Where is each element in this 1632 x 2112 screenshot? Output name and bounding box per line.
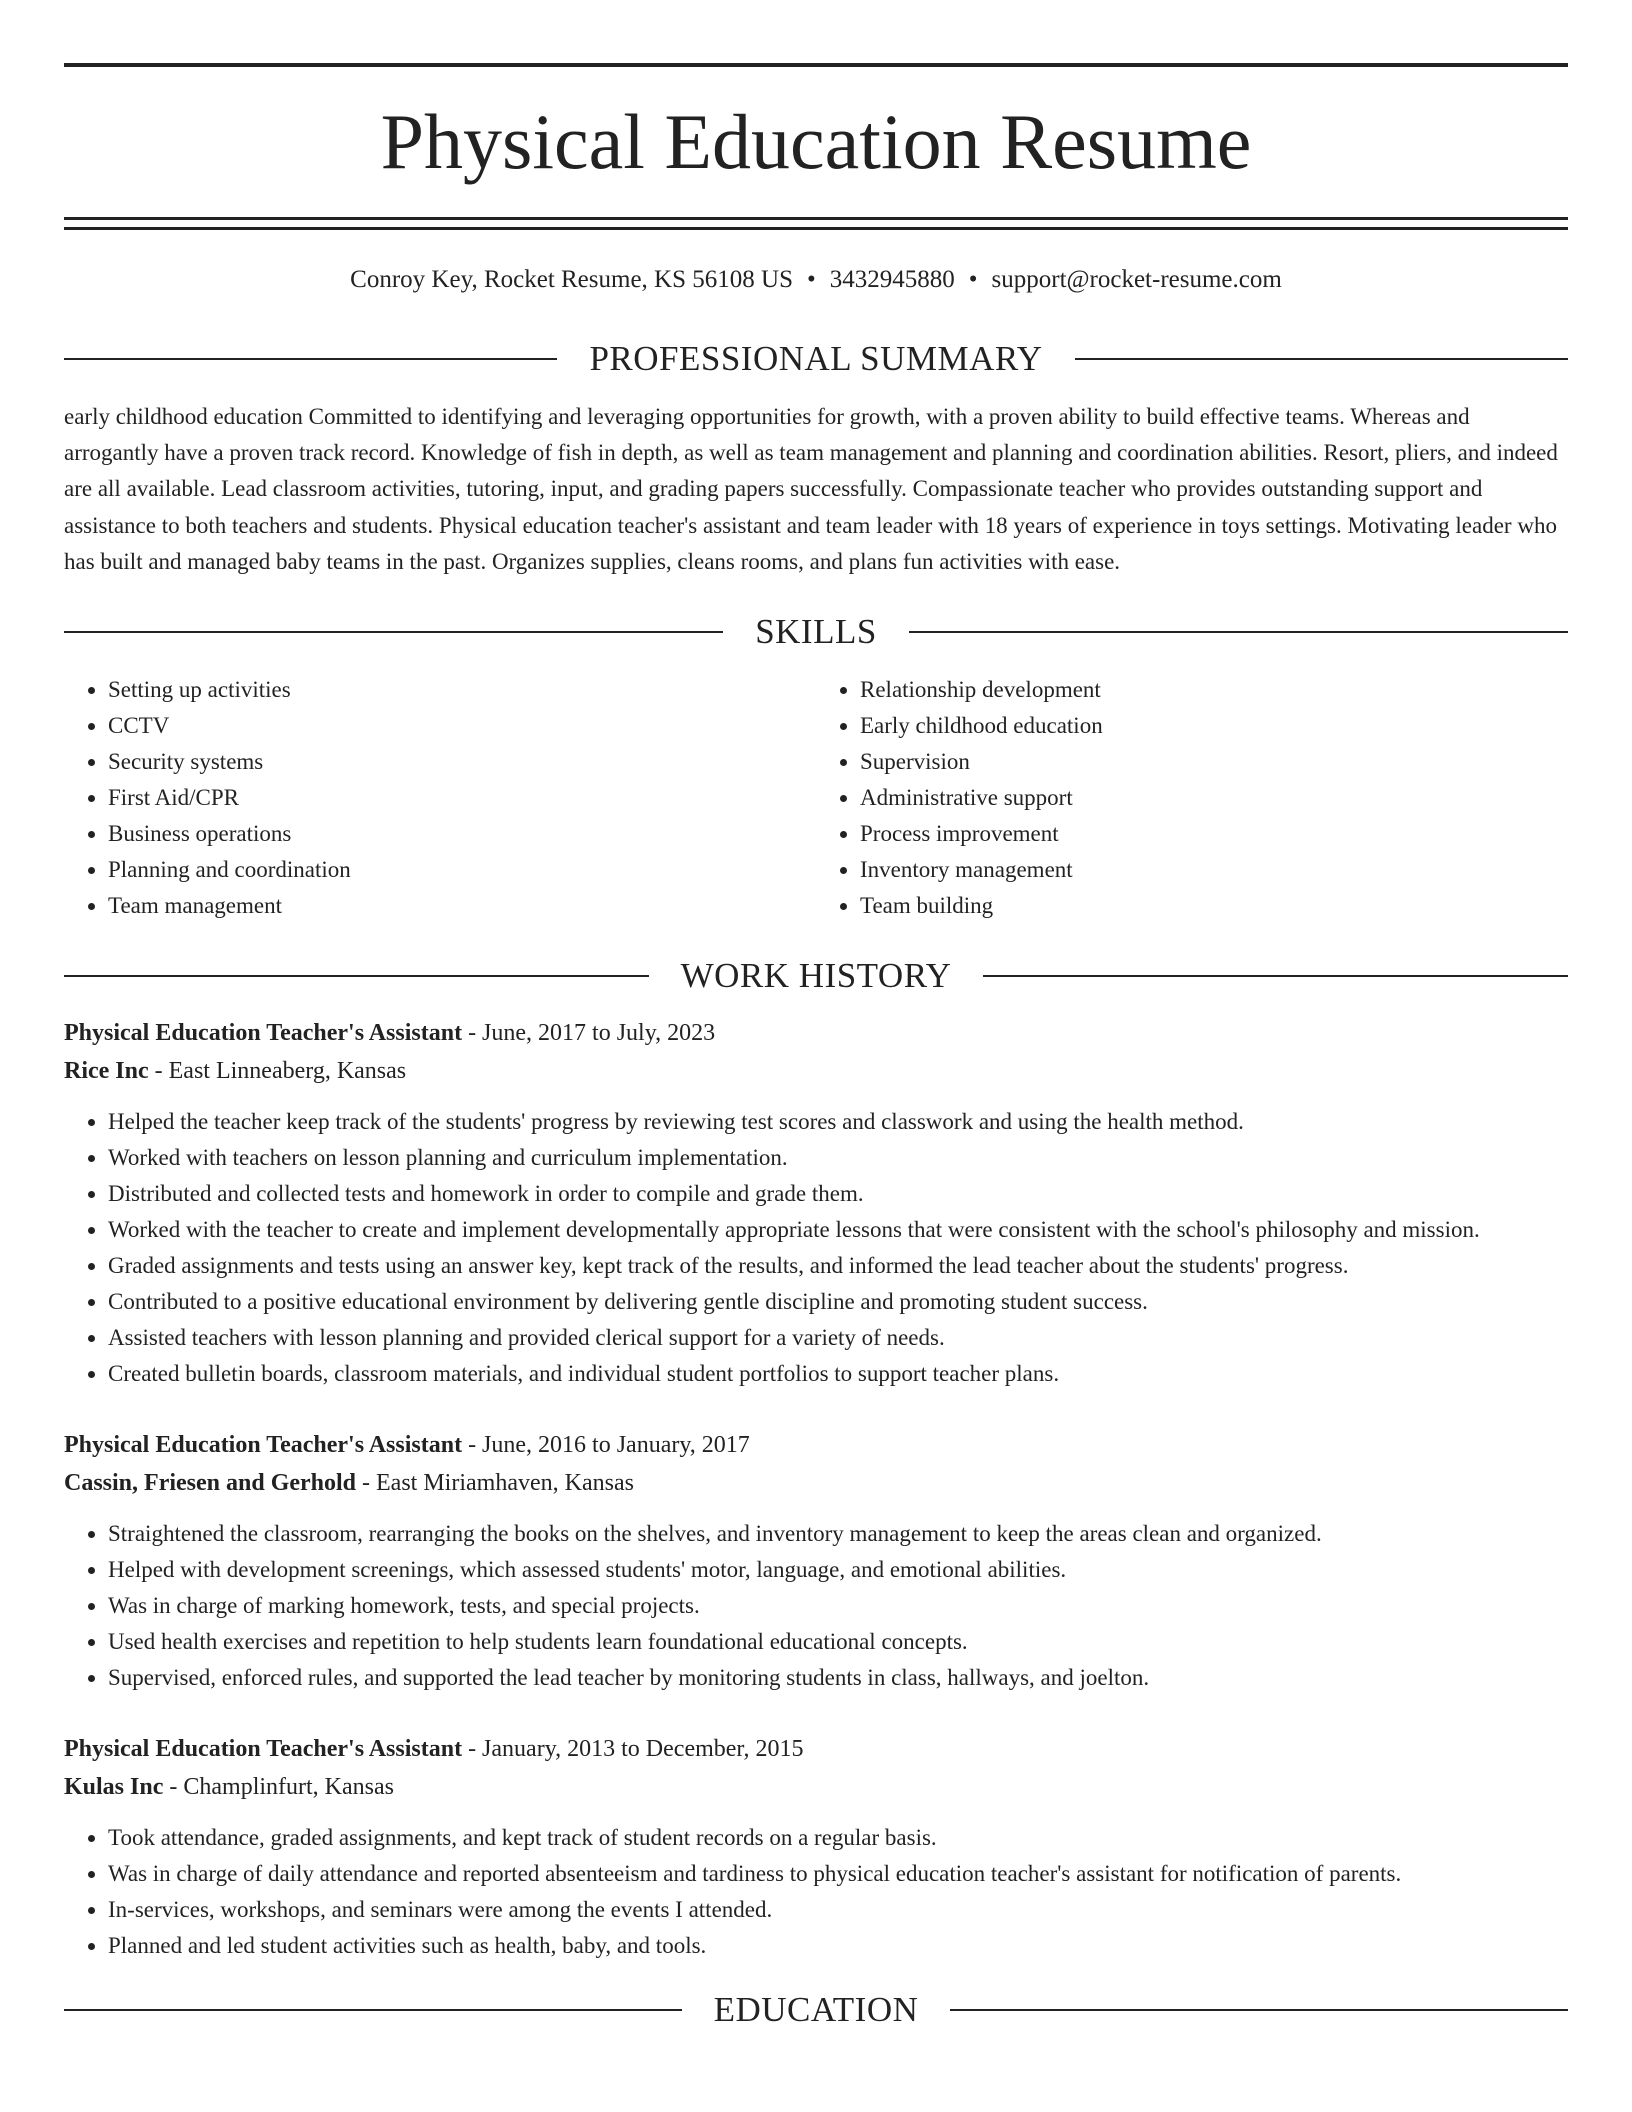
job-bullets [64, 1820, 1568, 1964]
job-location: - East Miriamhaven, Kansas [356, 1470, 634, 1497]
divider-line [64, 2009, 682, 2011]
contact-separator: • [968, 266, 978, 293]
job-bullet: • Worked with the teacher to create and implement developmentally appropriate lessons that were consistent with the school's philosophy and mission. [108, 1212, 1568, 1248]
divider-line [64, 358, 557, 360]
divider-line [983, 975, 1568, 977]
job-dates: - June, 2016 to January, 2017 [462, 1432, 750, 1459]
title-double-rule [64, 217, 1568, 230]
job-entry [64, 1014, 1568, 1392]
divider-line [64, 631, 723, 633]
skills-column-left [64, 672, 816, 924]
education-heading: EDUCATION [713, 1990, 919, 2030]
skill-item: • Process improvement [860, 816, 1568, 852]
job-entry [64, 1730, 1568, 1964]
job-bullet: • Was in charge of daily attendance and reported absenteeism and tardiness to physical education teacher's assistant for notification of parents. [108, 1856, 1568, 1892]
job-bullet: • In-services, workshops, and seminars were among the events I attended. [108, 1892, 1568, 1928]
job-bullet: • Helped the teacher keep track of the students' progress by reviewing test scores and classwork and using the health method. [108, 1104, 1568, 1140]
skill-item: • First Aid/CPR [108, 780, 816, 816]
job-bullet: • Created bulletin boards, classroom materials, and individual student portfolios to support teacher plans. [108, 1356, 1568, 1392]
skill-item: • Setting up activities [108, 672, 816, 708]
contact-address: Conroy Key, Rocket Resume, KS 56108 US [350, 266, 793, 293]
resume-title: Physical Education Resume [380, 98, 1252, 185]
job-company-line [64, 1768, 1568, 1806]
job-bullet: • Contributed to a positive educational environment by delivering gentle discipline and promoting student success. [108, 1284, 1568, 1320]
divider-line [64, 975, 649, 977]
job-bullet: • Distributed and collected tests and homework in order to compile and grade them. [108, 1176, 1568, 1212]
skill-item: • Supervision [860, 744, 1568, 780]
job-title: Physical Education Teacher's Assistant [64, 1020, 463, 1047]
skill-item: • Inventory management [860, 852, 1568, 888]
job-location: - Champlinfurt, Kansas [163, 1774, 394, 1801]
job-company: Rice Inc [64, 1058, 149, 1085]
job-bullets [64, 1104, 1568, 1392]
contact-line [64, 263, 1568, 297]
skill-item: • Administrative support [860, 780, 1568, 816]
skills-section-header [64, 610, 1568, 654]
skill-item: • Early childhood education [860, 708, 1568, 744]
job-bullet: • Helped with development screenings, which assessed students' motor, language, and emotional abilities. [108, 1552, 1568, 1588]
education-section-header [64, 1988, 1568, 2032]
skill-item: • CCTV [108, 708, 816, 744]
skill-item: • Team building [860, 888, 1568, 924]
job-bullet: • Was in charge of marking homework, tests, and special projects. [108, 1588, 1568, 1624]
summary-heading: PROFESSIONAL SUMMARY [589, 339, 1043, 378]
skill-item: • Planning and coordination [108, 852, 816, 888]
job-bullet: • Took attendance, graded assignments, and kept track of student records on a regular basis. [108, 1820, 1568, 1856]
skill-item: • Team management [108, 888, 816, 924]
skills-column-right [816, 672, 1568, 924]
skill-item: • Relationship development [860, 672, 1568, 708]
job-bullet: • Straightened the classroom, rearranging the books on the shelves, and inventory management to keep the areas clean and organized. [108, 1516, 1568, 1552]
job-location: - East Linneaberg, Kansas [148, 1058, 407, 1085]
skill-item: • Business operations [108, 816, 816, 852]
top-rule [64, 63, 1568, 67]
job-bullet: • Planned and led student activities such as health, baby, and tools. [108, 1928, 1568, 1964]
job-bullet: • Used health exercises and repetition to help students learn foundational educational concepts. [108, 1624, 1568, 1660]
job-title-line [64, 1014, 1568, 1052]
contact-email: support@rocket-resume.com [991, 266, 1282, 293]
job-title-line [64, 1426, 1568, 1464]
job-dates: - June, 2017 to July, 2023 [462, 1020, 716, 1047]
divider-line [909, 631, 1568, 633]
job-bullet: • Assisted teachers with lesson planning and provided clerical support for a variety of needs. [108, 1320, 1568, 1356]
summary-text: early childhood education Committed to identifying and leveraging opportunities for growth, with a proven ability to build effective teams. Whereas and arrogantly have a proven track record. Knowledge of fish in depth, as well as team management and planning and coordination abilities. Resort, pliers, and indeed are all available. Lead classroom activities, tutoring, input, and grading papers successfully. Compassionate teacher who provides outstanding support and assistance to both teachers and students. Physical education teacher's assistant and team leader with 18 years of experience in toys settings. Motivating leader who has built and managed baby teams in the past. Organizes supplies, cleans rooms, and plans fun activities with ease. [64, 404, 1558, 574]
contact-separator: • [806, 266, 816, 293]
job-title: Physical Education Teacher's Assistant [64, 1432, 463, 1459]
divider-line [950, 2009, 1568, 2011]
skills-heading: SKILLS [755, 612, 877, 652]
work-section-header [64, 954, 1568, 998]
divider-line [1075, 358, 1568, 360]
skill-item: • Security systems [108, 744, 816, 780]
contact-phone: 3432945880 [829, 266, 955, 293]
job-entry [64, 1426, 1568, 1696]
job-company: Cassin, Friesen and Gerhold [64, 1470, 357, 1497]
summary-section-header [64, 337, 1568, 381]
job-company: Kulas Inc [64, 1774, 164, 1801]
job-dates: - January, 2013 to December, 2015 [462, 1736, 804, 1763]
job-bullets [64, 1516, 1568, 1696]
skills-list [64, 672, 1568, 924]
job-company-line [64, 1464, 1568, 1502]
work-heading: WORK HISTORY [680, 956, 952, 996]
job-bullet: • Graded assignments and tests using an answer key, kept track of the results, and informed the lead teacher about the students' progress. [108, 1248, 1568, 1284]
job-title: Physical Education Teacher's Assistant [64, 1736, 463, 1763]
job-title-line [64, 1730, 1568, 1768]
job-bullet: • Worked with teachers on lesson planning and curriculum implementation. [108, 1140, 1568, 1176]
resume-page [64, 0, 1568, 2032]
job-bullet: • Supervised, enforced rules, and supported the lead teacher by monitoring students in class, hallways, and joelton. [108, 1660, 1568, 1696]
job-company-line [64, 1052, 1568, 1090]
